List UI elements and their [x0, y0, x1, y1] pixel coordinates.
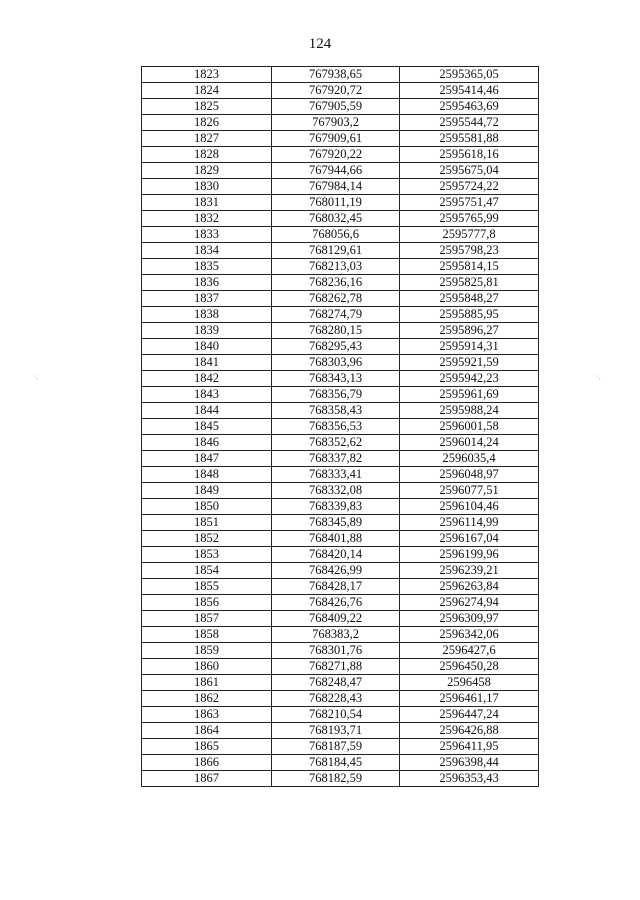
y-coordinate-cell: 2595463,69	[400, 99, 539, 115]
y-coordinate-cell: 2595885,95	[400, 307, 539, 323]
table-row	[142, 163, 539, 179]
y-coordinate-cell: 2596447,24	[400, 707, 539, 723]
point-number-cell: 1859	[142, 643, 272, 659]
table-row	[142, 387, 539, 403]
x-coordinate-cell: 767920,72	[272, 83, 400, 99]
point-number-cell: 1866	[142, 755, 272, 771]
x-coordinate-cell: 768193,71	[272, 723, 400, 739]
y-coordinate-cell: 2596427,6	[400, 643, 539, 659]
x-coordinate-cell: 768345,89	[272, 515, 400, 531]
point-number-cell: 1833	[142, 227, 272, 243]
x-coordinate-cell: 767938,65	[272, 67, 400, 83]
x-coordinate-cell: 767905,59	[272, 99, 400, 115]
y-coordinate-cell: 2595751,47	[400, 195, 539, 211]
table-row	[142, 339, 539, 355]
table-row	[142, 451, 539, 467]
y-coordinate-cell: 2595988,24	[400, 403, 539, 419]
table-row	[142, 643, 539, 659]
x-coordinate-cell: 768420,14	[272, 547, 400, 563]
table-row	[142, 243, 539, 259]
table-row	[142, 371, 539, 387]
x-coordinate-cell: 768236,16	[272, 275, 400, 291]
table-row	[142, 115, 539, 131]
point-number-cell: 1843	[142, 387, 272, 403]
table-row	[142, 355, 539, 371]
x-coordinate-cell: 768343,13	[272, 371, 400, 387]
x-coordinate-cell: 768401,88	[272, 531, 400, 547]
x-coordinate-cell: 767944,66	[272, 163, 400, 179]
point-number-cell: 1838	[142, 307, 272, 323]
x-coordinate-cell: 768337,82	[272, 451, 400, 467]
point-number-cell: 1839	[142, 323, 272, 339]
x-coordinate-cell: 768339,83	[272, 499, 400, 515]
x-coordinate-cell: 768383,2	[272, 627, 400, 643]
table-row	[142, 259, 539, 275]
x-coordinate-cell: 768032,45	[272, 211, 400, 227]
point-number-cell: 1858	[142, 627, 272, 643]
point-number-cell: 1830	[142, 179, 272, 195]
y-coordinate-cell: 2595814,15	[400, 259, 539, 275]
x-coordinate-cell: 768274,79	[272, 307, 400, 323]
point-number-cell: 1836	[142, 275, 272, 291]
y-coordinate-cell: 2596001,58	[400, 419, 539, 435]
point-number-cell: 1823	[142, 67, 272, 83]
y-coordinate-cell: 2595365,05	[400, 67, 539, 83]
table-row	[142, 99, 539, 115]
point-number-cell: 1852	[142, 531, 272, 547]
y-coordinate-cell: 2595798,23	[400, 243, 539, 259]
y-coordinate-cell: 2596461,17	[400, 691, 539, 707]
point-number-cell: 1844	[142, 403, 272, 419]
point-number-cell: 1837	[142, 291, 272, 307]
table-row	[142, 627, 539, 643]
point-number-cell: 1855	[142, 579, 272, 595]
point-number-cell: 1860	[142, 659, 272, 675]
x-coordinate-cell: 768332,08	[272, 483, 400, 499]
x-coordinate-cell: 767984,14	[272, 179, 400, 195]
x-coordinate-cell: 768356,53	[272, 419, 400, 435]
point-number-cell: 1835	[142, 259, 272, 275]
table-row	[142, 467, 539, 483]
y-coordinate-cell: 2595914,31	[400, 339, 539, 355]
x-coordinate-cell: 768409,22	[272, 611, 400, 627]
x-coordinate-cell: 768352,62	[272, 435, 400, 451]
table-row	[142, 275, 539, 291]
y-coordinate-cell: 2596426,88	[400, 723, 539, 739]
table-row	[142, 499, 539, 515]
y-coordinate-cell: 2596104,46	[400, 499, 539, 515]
table-row	[142, 547, 539, 563]
table-row	[142, 579, 539, 595]
scan-speck-right: ·.	[596, 372, 601, 381]
x-coordinate-cell: 767909,61	[272, 131, 400, 147]
table-row	[142, 195, 539, 211]
y-coordinate-cell: 2595961,69	[400, 387, 539, 403]
y-coordinate-cell: 2595544,72	[400, 115, 539, 131]
y-coordinate-cell: 2595675,04	[400, 163, 539, 179]
table-row	[142, 131, 539, 147]
y-coordinate-cell: 2595414,46	[400, 83, 539, 99]
y-coordinate-cell: 2595825,81	[400, 275, 539, 291]
point-number-cell: 1842	[142, 371, 272, 387]
table-row	[142, 435, 539, 451]
y-coordinate-cell: 2596199,96	[400, 547, 539, 563]
point-number-cell: 1826	[142, 115, 272, 131]
point-number-cell: 1828	[142, 147, 272, 163]
point-number-cell: 1863	[142, 707, 272, 723]
x-coordinate-cell: 767920,22	[272, 147, 400, 163]
y-coordinate-cell: 2595618,16	[400, 147, 539, 163]
y-coordinate-cell: 2596309,97	[400, 611, 539, 627]
y-coordinate-cell: 2596263,84	[400, 579, 539, 595]
point-number-cell: 1827	[142, 131, 272, 147]
table-row	[142, 179, 539, 195]
table-row	[142, 291, 539, 307]
table-row	[142, 739, 539, 755]
point-number-cell: 1861	[142, 675, 272, 691]
point-number-cell: 1849	[142, 483, 272, 499]
y-coordinate-cell: 2596411,95	[400, 739, 539, 755]
point-number-cell: 1848	[142, 467, 272, 483]
point-number-cell: 1856	[142, 595, 272, 611]
x-coordinate-cell: 768210,54	[272, 707, 400, 723]
x-coordinate-cell: 768356,79	[272, 387, 400, 403]
point-number-cell: 1840	[142, 339, 272, 355]
x-coordinate-cell: 768426,99	[272, 563, 400, 579]
point-number-cell: 1841	[142, 355, 272, 371]
x-coordinate-cell: 768271,88	[272, 659, 400, 675]
x-coordinate-cell: 768011,19	[272, 195, 400, 211]
x-coordinate-cell: 767903,2	[272, 115, 400, 131]
point-number-cell: 1824	[142, 83, 272, 99]
x-coordinate-cell: 768333,41	[272, 467, 400, 483]
table-row	[142, 307, 539, 323]
table-row	[142, 675, 539, 691]
y-coordinate-cell: 2596239,21	[400, 563, 539, 579]
point-number-cell: 1850	[142, 499, 272, 515]
y-coordinate-cell: 2596458	[400, 675, 539, 691]
table-row	[142, 323, 539, 339]
table-row	[142, 403, 539, 419]
y-coordinate-cell: 2596450,28	[400, 659, 539, 675]
y-coordinate-cell: 2595848,27	[400, 291, 539, 307]
y-coordinate-cell: 2596014,24	[400, 435, 539, 451]
coordinates-table	[141, 66, 539, 787]
table-row	[142, 691, 539, 707]
x-coordinate-cell: 768280,15	[272, 323, 400, 339]
table-row	[142, 419, 539, 435]
y-coordinate-cell: 2596035,4	[400, 451, 539, 467]
point-number-cell: 1832	[142, 211, 272, 227]
point-number-cell: 1825	[142, 99, 272, 115]
point-number-cell: 1834	[142, 243, 272, 259]
x-coordinate-cell: 768358,43	[272, 403, 400, 419]
point-number-cell: 1853	[142, 547, 272, 563]
table-row	[142, 211, 539, 227]
point-number-cell: 1846	[142, 435, 272, 451]
point-number-cell: 1831	[142, 195, 272, 211]
x-coordinate-cell: 768213,03	[272, 259, 400, 275]
x-coordinate-cell: 768182,59	[272, 771, 400, 787]
point-number-cell: 1854	[142, 563, 272, 579]
point-number-cell: 1845	[142, 419, 272, 435]
x-coordinate-cell: 768228,43	[272, 691, 400, 707]
y-coordinate-cell: 2596114,99	[400, 515, 539, 531]
table-row	[142, 659, 539, 675]
table-row	[142, 515, 539, 531]
point-number-cell: 1829	[142, 163, 272, 179]
y-coordinate-cell: 2596353,43	[400, 771, 539, 787]
point-number-cell: 1867	[142, 771, 272, 787]
x-coordinate-cell: 768426,76	[272, 595, 400, 611]
table-row	[142, 755, 539, 771]
point-number-cell: 1847	[142, 451, 272, 467]
y-coordinate-cell: 2596048,97	[400, 467, 539, 483]
page-number: 124	[308, 36, 332, 52]
y-coordinate-cell: 2596342,06	[400, 627, 539, 643]
x-coordinate-cell: 768303,96	[272, 355, 400, 371]
x-coordinate-cell: 768184,45	[272, 755, 400, 771]
table-row	[142, 67, 539, 83]
table-row	[142, 483, 539, 499]
y-coordinate-cell: 2596274,94	[400, 595, 539, 611]
table-row	[142, 531, 539, 547]
y-coordinate-cell: 2595921,59	[400, 355, 539, 371]
point-number-cell: 1862	[142, 691, 272, 707]
point-number-cell: 1864	[142, 723, 272, 739]
point-number-cell: 1865	[142, 739, 272, 755]
y-coordinate-cell: 2595942,23	[400, 371, 539, 387]
x-coordinate-cell: 768056,6	[272, 227, 400, 243]
table-row	[142, 723, 539, 739]
y-coordinate-cell: 2596398,44	[400, 755, 539, 771]
point-number-cell: 1851	[142, 515, 272, 531]
y-coordinate-cell: 2596077,51	[400, 483, 539, 499]
x-coordinate-cell: 768295,43	[272, 339, 400, 355]
x-coordinate-cell: 768248,47	[272, 675, 400, 691]
table-row	[142, 595, 539, 611]
x-coordinate-cell: 768428,17	[272, 579, 400, 595]
x-coordinate-cell: 768187,59	[272, 739, 400, 755]
table-row	[142, 611, 539, 627]
x-coordinate-cell: 768129,61	[272, 243, 400, 259]
table-row	[142, 707, 539, 723]
table-row	[142, 147, 539, 163]
table-row	[142, 563, 539, 579]
x-coordinate-cell: 768301,76	[272, 643, 400, 659]
y-coordinate-cell: 2595581,88	[400, 131, 539, 147]
table-row	[142, 771, 539, 787]
y-coordinate-cell: 2595777,8	[400, 227, 539, 243]
table-row	[142, 83, 539, 99]
coordinates-table-body	[142, 67, 539, 787]
point-number-cell: 1857	[142, 611, 272, 627]
y-coordinate-cell: 2595896,27	[400, 323, 539, 339]
scan-speck-left: ·.	[33, 372, 38, 381]
y-coordinate-cell: 2595724,22	[400, 179, 539, 195]
table-row	[142, 227, 539, 243]
y-coordinate-cell: 2595765,99	[400, 211, 539, 227]
x-coordinate-cell: 768262,78	[272, 291, 400, 307]
y-coordinate-cell: 2596167,04	[400, 531, 539, 547]
